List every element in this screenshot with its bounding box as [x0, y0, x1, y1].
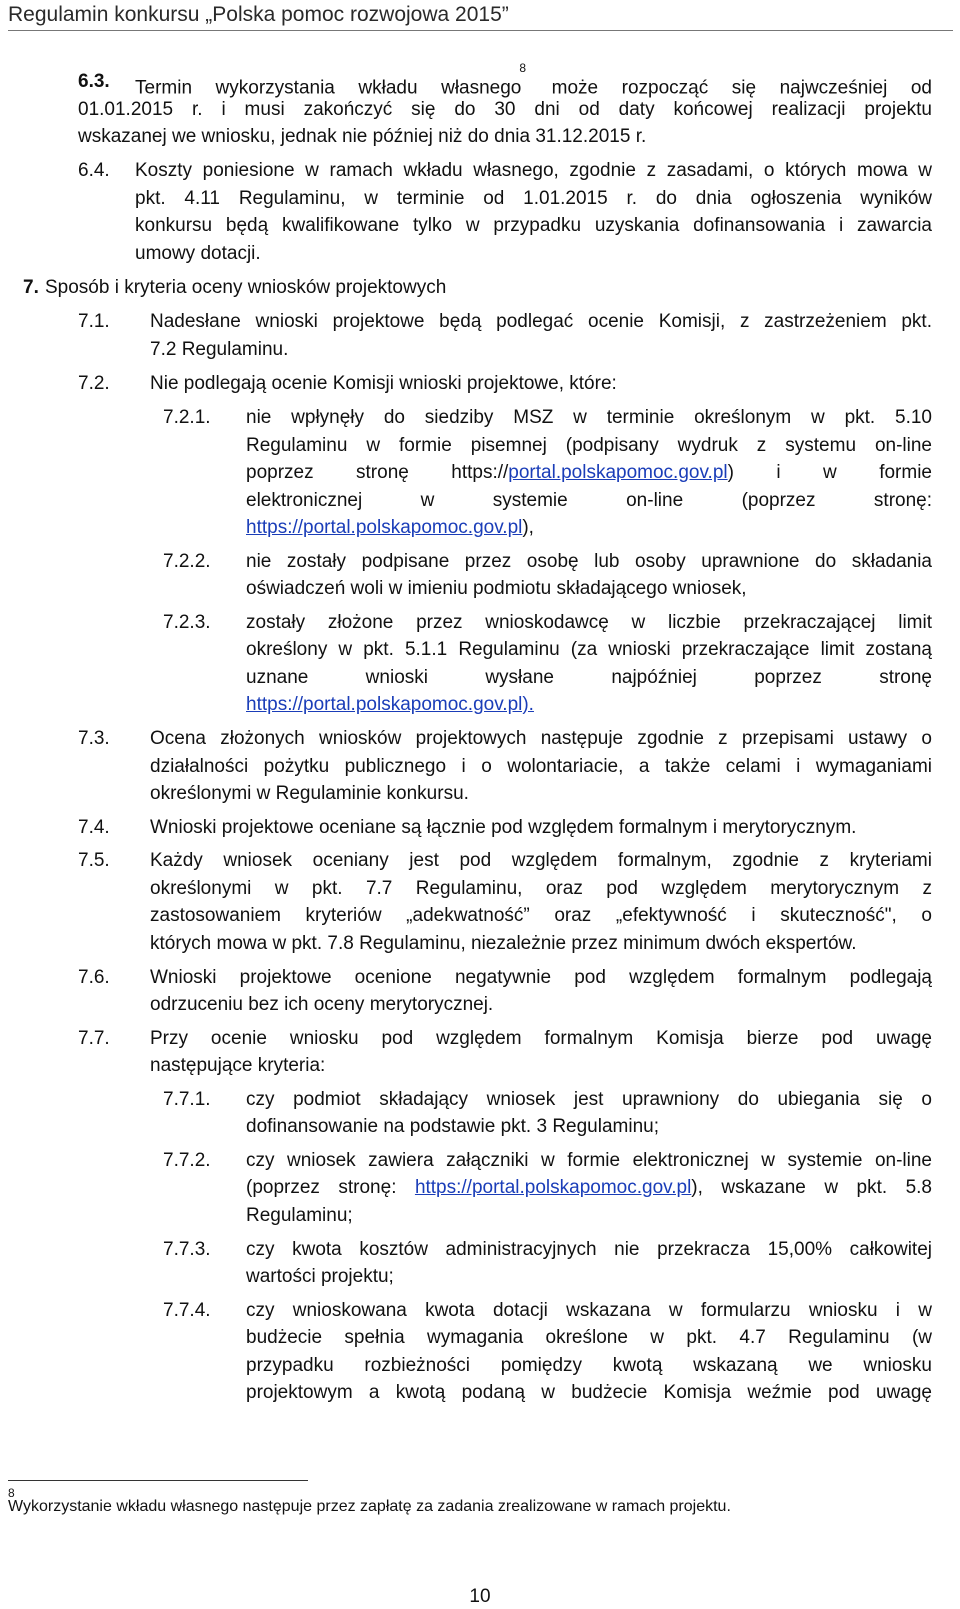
paragraph-line: nie wpłynęły do siedziby MSZ w terminie określonym w pkt. 5.10	[246, 407, 932, 428]
paragraph-line: czy wniosek zawiera załączniki w formie elektronicznej w systemie on-line	[246, 1150, 932, 1171]
paragraph-line: Ocena złożonych wniosków projektowych następuje zgodnie z przepisami ustawy o	[150, 728, 932, 749]
paragraph-line: przypadku rozbieżności pomiędzy kwotą wskazaną we wniosku	[246, 1355, 932, 1376]
section-number: 6.3.	[78, 71, 110, 92]
text: (poprzez stronę:	[246, 1177, 415, 1198]
text: ) i w formie	[727, 462, 932, 483]
portal-link[interactable]: https://portal.polskapomoc.gov.pl	[414, 1177, 692, 1198]
paragraph-line	[246, 515, 534, 541]
paragraph-line: uznane wnioski wysłane najpóźniej poprzez stronę	[246, 667, 932, 688]
paragraph-line: wartości projektu;	[246, 1266, 394, 1287]
paragraph-line: czy kwota kosztów administracyjnych nie przekracza 15,00% całkowitej	[246, 1239, 932, 1260]
page-number: 10	[469, 1586, 491, 1607]
section-number: 7.2.	[78, 373, 110, 394]
page-header	[8, 0, 953, 31]
footnote-ref[interactable]: 8	[519, 61, 527, 75]
paragraph-line: następujące kryteria:	[150, 1055, 326, 1076]
paragraph-line: Wnioski projektowe ocenione negatywnie pod względem formalnym podlegają	[150, 967, 932, 988]
section-number: 6.4.	[78, 160, 110, 181]
subsection-number: 7.7.1.	[163, 1089, 211, 1110]
paragraph-line: Regulaminu;	[246, 1205, 353, 1226]
subsection-number: 7.7.2.	[163, 1150, 211, 1171]
text: może rozpocząć się najwcześniej od	[551, 77, 932, 99]
subsection-number: 7.2.1.	[163, 407, 211, 428]
portal-link[interactable]: portal.polskapomoc.gov.pl	[508, 462, 728, 483]
subsection-number: 7.2.3.	[163, 612, 211, 633]
subsection-number: 7.7.3.	[163, 1239, 211, 1260]
paragraph-line: czy wnioskowana kwota dotacji wskazana w formularzu wniosku i w	[246, 1300, 932, 1321]
chapter-number: 7.	[23, 277, 39, 298]
paragraph-line: określonymi w Regulaminie konkursu.	[150, 783, 469, 804]
paragraph-line: których mowa w pkt. 7.8 Regulaminu, niezależnie przez minimum dwóch ekspertów.	[150, 933, 857, 954]
paragraph-line: Regulaminu w formie pisemnej (podpisany wydruk z systemu on-line	[246, 435, 932, 456]
paragraph-line: Koszty poniesione w ramach wkładu własnego, zgodnie z zasadami, o których mowa w	[135, 160, 932, 181]
paragraph-line	[246, 692, 534, 718]
paragraph-line: działalności pożytku publicznego i o wolontariacie, a także celami i wymaganiami	[150, 756, 932, 777]
section-number: 7.3.	[78, 728, 110, 749]
paragraph-line: zostały złożone przez wnioskodawcę w liczbie przekraczającej limit	[246, 612, 932, 633]
paragraph-line: Wnioski projektowe oceniane są łącznie pod względem formalnym i merytorycznym.	[150, 817, 857, 838]
text: Termin wykorzystania wkładu własnego	[135, 77, 522, 99]
paragraph-line: nie zostały podpisane przez osobę lub osoby uprawnione do składania	[246, 551, 932, 572]
paragraph-line: Nadesłane wnioski projektowe będą podlegać ocenie Komisji, z zastrzeżeniem pkt.	[150, 311, 932, 332]
paragraph-line	[246, 460, 932, 486]
portal-link[interactable]: https://portal.polskapomoc.gov.pl).	[246, 694, 534, 715]
paragraph-line: zastosowaniem kryteriów „adekwatność” oraz „efektywność i skuteczność", o	[150, 905, 932, 926]
paragraph-line: 7.2 Regulaminu.	[150, 339, 289, 360]
text: ), wskazane w pkt. 5.8	[691, 1177, 932, 1198]
portal-link[interactable]: https://portal.polskapomoc.gov.pl	[246, 517, 523, 538]
chapter-title: Sposób i kryteria oceny wniosków projektowych	[45, 277, 447, 298]
paragraph-line: elektronicznej w systemie on-line (poprzez stronę:	[246, 490, 932, 511]
paragraph-line: określony w pkt. 5.1.1 Regulaminu (za wnioski przekraczające limit zostaną	[246, 639, 932, 660]
paragraph-line: Każdy wniosek oceniany jest pod względem formalnym, zgodnie z kryteriami	[150, 850, 932, 871]
section-number: 7.7.	[78, 1028, 110, 1049]
footnote-separator	[8, 1480, 308, 1481]
paragraph-line: określonymi w pkt. 7.7 Regulaminu, oraz pod względem merytorycznym z	[150, 878, 932, 899]
paragraph-line: oświadczeń woli w imieniu podmiotu składającego wniosek,	[246, 578, 747, 599]
subsection-number: 7.2.2.	[163, 551, 211, 572]
paragraph-line	[246, 1175, 932, 1201]
paragraph-line: czy podmiot składający wniosek jest uprawniony do ubiegania się o	[246, 1089, 932, 1110]
paragraph-line: Nie podlegają ocenie Komisji wnioski projektowe, które:	[150, 373, 617, 394]
section-number: 7.1.	[78, 311, 110, 332]
section-number: 7.4.	[78, 817, 110, 838]
paragraph-line: 01.01.2015 r. i musi zakończyć się do 30 dni od daty końcowej realizacji projektu	[78, 99, 932, 120]
paragraph-line: dofinansowanie na podstawie pkt. 3 Regulaminu;	[246, 1116, 659, 1137]
footnote-mark: 8	[8, 1486, 15, 1500]
footnote-text: Wykorzystanie wkładu własnego następuje przez zapłatę za zadania zrealizowane w ramach projektu.	[8, 1498, 731, 1515]
paragraph-line: konkursu będą kwalifikowane tylko w przypadku uzyskania dofinansowania i zawarcia	[135, 215, 932, 236]
paragraph-line: Przy ocenie wniosku pod względem formalnym Komisja bierze pod uwagę	[150, 1028, 932, 1049]
subsection-number: 7.7.4.	[163, 1300, 211, 1321]
paragraph-line: umowy dotacji.	[135, 243, 261, 264]
section-number: 7.5.	[78, 850, 110, 871]
paragraph-line: budżecie spełnia wymagania określone w pkt. 4.7 Regulaminu (w	[246, 1327, 932, 1348]
paragraph-line: odrzuceniu bez ich oceny merytorycznej.	[150, 994, 494, 1015]
section-number: 7.6.	[78, 967, 110, 988]
paragraph-line: pkt. 4.11 Regulaminu, w terminie od 1.01.2015 r. do dnia ogłoszenia wyników	[135, 188, 932, 209]
text: ),	[522, 517, 534, 538]
text: poprzez stronę https://	[246, 462, 509, 483]
paragraph-line: wskazanej we wniosku, jednak nie później niż do dnia 31.12.2015 r.	[78, 126, 647, 147]
paragraph-line: projektowym a kwotą podaną w budżecie Komisja weźmie pod uwagę	[246, 1382, 932, 1403]
header-title: Regulamin konkursu „Polska pomoc rozwojowa 2015”	[8, 3, 509, 26]
